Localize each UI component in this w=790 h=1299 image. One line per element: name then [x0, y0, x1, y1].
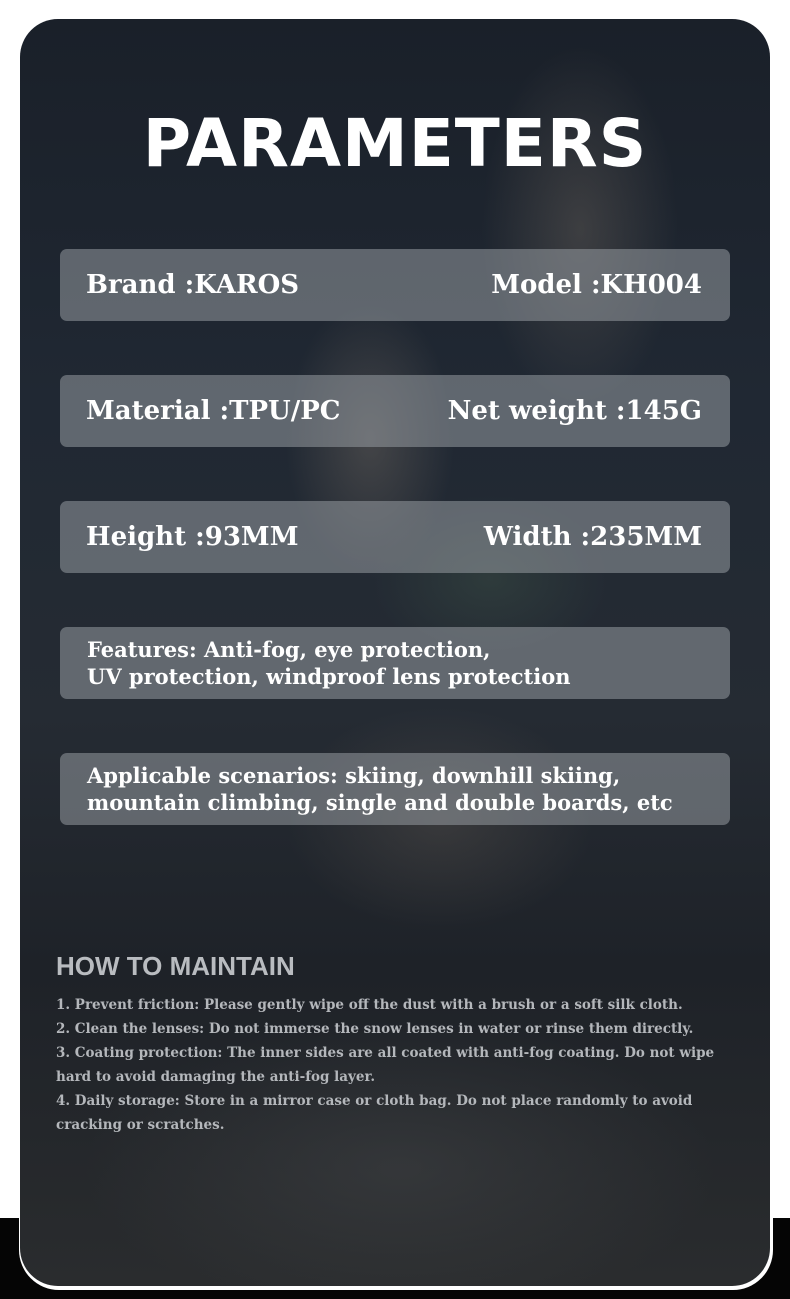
maintain-item-storage: 4. Daily storage: Store in a mirror case or cloth bag. Do not place randomly to avoid cracking or scratches.: [56, 1093, 693, 1133]
height-label: Height :93MM: [86, 522, 299, 552]
param-row-height-width: [60, 501, 730, 573]
param-row-features: [60, 627, 730, 699]
param-row-scenarios: [60, 753, 730, 825]
model-label: Model :KH004: [491, 270, 702, 300]
page-title: PARAMETERS: [142, 105, 648, 182]
features-line-1: Features: Anti-fog, eye protection,: [87, 637, 491, 662]
net-weight-label: Net weight :145G: [447, 396, 702, 426]
parameters-card: [20, 19, 770, 1286]
material-label: Material :TPU/PC: [86, 396, 341, 426]
maintain-item-coating: 3. Coating protection: The inner sides are all coated with anti-fog coating. Do not wipe hard to avoid damaging the anti-fog layer.: [56, 1045, 715, 1085]
brand-label: Brand :KAROS: [86, 270, 300, 300]
maintain-list: [56, 993, 736, 1137]
maintain-item-friction: 1. Prevent friction: Please gently wipe off the dust with a brush or a soft silk cloth.: [56, 997, 683, 1013]
maintain-item-clean: 2. Clean the lenses: Do not immerse the snow lenses in water or rinse them directly.: [56, 1021, 694, 1037]
param-row-material-weight: [60, 375, 730, 447]
maintain-heading: HOW TO MAINTAIN: [56, 951, 295, 981]
scenarios-line-1: Applicable scenarios: skiing, downhill skiing,: [87, 763, 621, 788]
width-label: Width :235MM: [483, 522, 702, 552]
param-row-brand-model: [60, 249, 730, 321]
scenarios-line-2: mountain climbing, single and double boards, etc: [87, 790, 673, 815]
features-line-2: UV protection, windproof lens protection: [87, 664, 571, 689]
